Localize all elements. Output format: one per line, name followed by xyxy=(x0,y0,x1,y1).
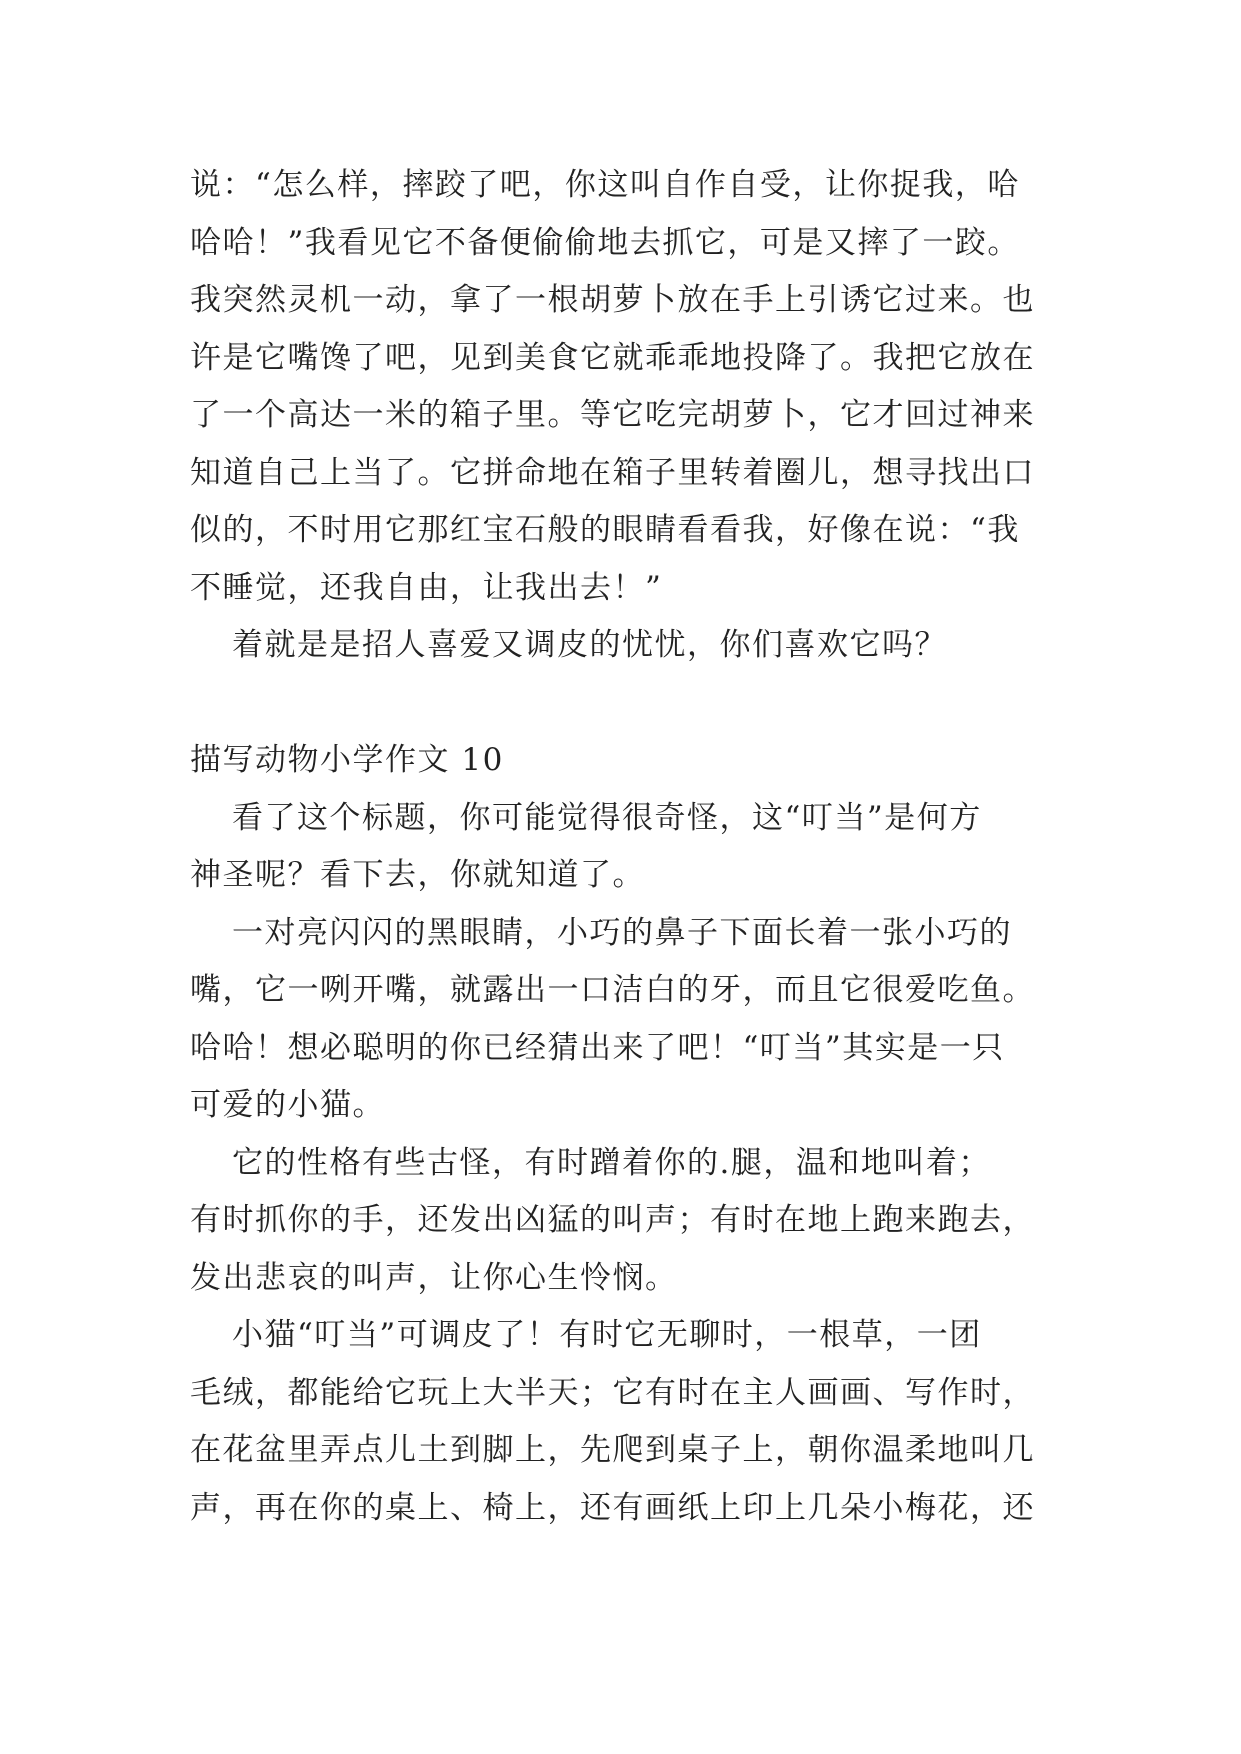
text-line: 看了这个标题，你可能觉得很奇怪，这“叮当”是何方 xyxy=(232,799,982,836)
blank-line xyxy=(190,675,1090,733)
text-line: 哈哈！想必聪明的你已经猜出来了吧！“叮当”其实是一只 xyxy=(190,1029,1005,1066)
text-line: 发出悲哀的叫声，让你心生怜悯。 xyxy=(190,1259,678,1296)
text-line: 声，再在你的桌上、椅上，还有画纸上印上几朵小梅花，还 xyxy=(190,1489,1035,1526)
document-page xyxy=(190,157,1090,1537)
text-line: 毛绒，都能给它玩上大半天；它有时在主人画画、写作时， xyxy=(190,1374,1035,1411)
paragraph xyxy=(190,905,1090,1135)
text-line: 了一个高达一米的箱子里。等它吃完胡萝卜，它才回过神来 xyxy=(190,397,1035,433)
text-line: 在花盆里弄点儿土到脚上，先爬到桌子上，朝你温柔地叫几 xyxy=(190,1432,1035,1468)
text-line: 着就是是招人喜爱又调皮的忧忧，你们喜欢它吗？ xyxy=(232,627,947,663)
text-line: 小猫“叮当”可调皮了！有时它无聊时，一根草，一团 xyxy=(232,1317,982,1353)
text-line: 知道自己上当了。它拼命地在箱子里转着圈儿，想寻找出口 xyxy=(190,454,1035,491)
paragraph xyxy=(190,157,1090,617)
paragraph xyxy=(190,617,1090,675)
text-line: 它的性格有些古怪，有时蹭着你的.腿，温和地叫着； xyxy=(232,1144,991,1181)
text-line: 说：“怎么样，摔跤了吧，你这叫自作自受，让你捉我，哈 xyxy=(190,167,1020,203)
text-line: 嘴，它一咧开嘴，就露出一口洁白的牙，而且它很爱吃鱼。 xyxy=(190,972,1035,1008)
text-line: 似的，不时用它那红宝石般的眼睛看看我，好像在说：“我 xyxy=(190,512,1020,548)
text-line: 神圣呢？看下去，你就知道了。 xyxy=(190,857,645,893)
paragraph xyxy=(190,790,1090,905)
text-line: 可爱的小猫。 xyxy=(190,1087,385,1123)
text-line: 有时抓你的手，还发出凶猛的叫声；有时在地上跑来跑去， xyxy=(190,1202,1035,1238)
paragraph xyxy=(190,1307,1090,1537)
essay-title: 描写动物小学作文 10 xyxy=(190,742,504,778)
paragraph xyxy=(190,1135,1090,1308)
text-line: 许是它嘴馋了吧，见到美食它就乖乖地投降了。我把它放在 xyxy=(190,339,1035,376)
text-line: 不睡觉，还我自由，让我出去！” xyxy=(190,569,663,606)
previous-essay xyxy=(190,157,1090,675)
text-line: 哈哈！”我看见它不备便偷偷地去抓它，可是又摔了一跤。 xyxy=(190,224,1020,261)
essay xyxy=(190,732,1090,1537)
text-line: 我突然灵机一动，拿了一根胡萝卜放在手上引诱它过来。也 xyxy=(190,282,1035,318)
text-line: 一对亮闪闪的黑眼睛，小巧的鼻子下面长着一张小巧的 xyxy=(232,914,1012,951)
